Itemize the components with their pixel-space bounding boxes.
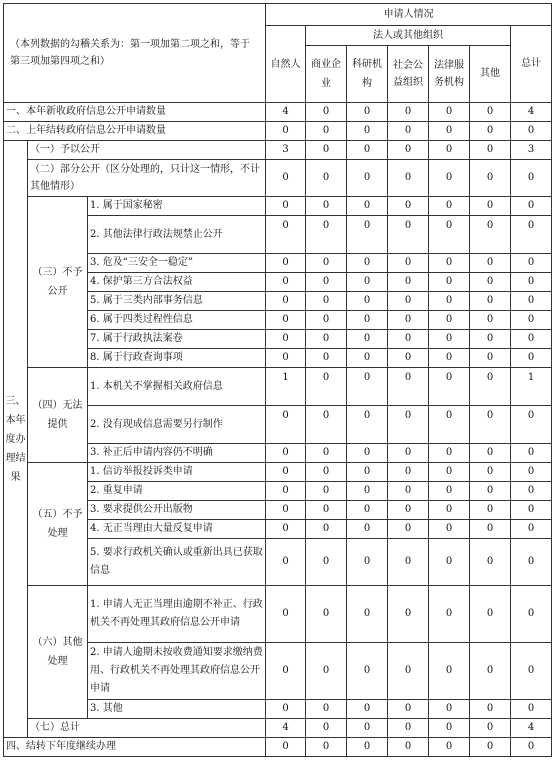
- cell-value: 0: [511, 122, 552, 141]
- row-section-total: [4, 719, 552, 738]
- cell-value: 0: [388, 122, 429, 141]
- cell-value: 0: [429, 719, 470, 738]
- cell-value: 0: [306, 520, 347, 539]
- cell-value: 0: [470, 643, 511, 700]
- cell-value: 0: [347, 349, 388, 368]
- row-label: 2. 申请人逾期未按收费通知要求缴纳费用、行政机关不再处理其政府信息公开申请: [88, 643, 266, 700]
- row-partially-disclosed: [4, 160, 552, 197]
- cell-value: 0: [429, 292, 470, 311]
- cell-value: 0: [429, 586, 470, 643]
- row-label: 6. 属于四类过程性信息: [88, 311, 266, 330]
- cell-value: 0: [429, 700, 470, 719]
- cell-value: 1: [266, 368, 306, 406]
- cell-value: 0: [511, 311, 552, 330]
- cell-value: 0: [388, 292, 429, 311]
- header-applicant-situation: 申请人情况: [266, 4, 552, 26]
- row-label: 一、本年新收政府信息公开申请数量: [4, 103, 266, 122]
- cell-value: 0: [429, 643, 470, 700]
- cell-value: 0: [347, 197, 388, 216]
- cell-value: 0: [470, 103, 511, 122]
- cell-value: 0: [470, 700, 511, 719]
- cell-value: 0: [429, 141, 470, 160]
- cell-value: 0: [470, 160, 511, 197]
- cell-value: 0: [429, 482, 470, 501]
- cell-value: 0: [266, 349, 306, 368]
- cell-value: 0: [306, 254, 347, 273]
- cell-value: 0: [266, 273, 306, 292]
- cell-value: 0: [306, 349, 347, 368]
- cell-value: 0: [470, 463, 511, 482]
- cell-value: 0: [470, 586, 511, 643]
- row-label: 5. 要求行政机关确认或重新出具已获取信息: [88, 539, 266, 586]
- cell-value: 0: [388, 141, 429, 160]
- cell-value: 0: [511, 254, 552, 273]
- cell-value: 0: [429, 122, 470, 141]
- cell-value: 0: [266, 520, 306, 539]
- cell-value: 0: [429, 273, 470, 292]
- row-label: 1. 本机关不掌握相关政府信息: [88, 368, 266, 406]
- cell-value: 0: [511, 700, 552, 719]
- cell-value: 0: [306, 406, 347, 444]
- row-label: 1. 信访举报投诉类申请: [88, 463, 266, 482]
- cell-value: 0: [306, 273, 347, 292]
- cell-value: 0: [511, 216, 552, 254]
- cell-value: 0: [511, 349, 552, 368]
- cell-value: 0: [511, 330, 552, 349]
- header-legal-org: 法人或其他组织: [306, 26, 511, 46]
- section-3-label: 三、本年度办理结果: [4, 141, 28, 738]
- cell-value: 4: [266, 103, 306, 122]
- cell-value: 0: [388, 254, 429, 273]
- cell-value: 0: [511, 643, 552, 700]
- row-label: 1. 申请人无正当理由逾期不补正、行政机关不再处理其政府信息公开申请: [88, 586, 266, 643]
- cell-value: 0: [511, 273, 552, 292]
- cell-value: 0: [388, 719, 429, 738]
- cell-value: 4: [266, 719, 306, 738]
- cell-value: 0: [306, 738, 347, 757]
- row-label: 3. 补正后申请内容仍不明确: [88, 444, 266, 463]
- cell-value: 0: [266, 501, 306, 520]
- cell-value: 0: [511, 520, 552, 539]
- cell-value: 0: [470, 292, 511, 311]
- row-unable-to-provide-item: [4, 368, 552, 406]
- cell-value: 0: [470, 122, 511, 141]
- cell-value: 0: [511, 197, 552, 216]
- cell-value: 0: [347, 160, 388, 197]
- cell-value: 0: [388, 539, 429, 586]
- row-label: 2. 其他法律行政法规禁止公开: [88, 216, 266, 254]
- cell-value: 0: [306, 719, 347, 738]
- cell-value: 0: [347, 216, 388, 254]
- cell-value: 0: [429, 330, 470, 349]
- cell-value: 0: [266, 700, 306, 719]
- cell-value: 0: [347, 330, 388, 349]
- cell-value: 0: [306, 197, 347, 216]
- row-label: 4. 无正当理由大量反复申请: [88, 520, 266, 539]
- cell-value: 0: [429, 444, 470, 463]
- cell-value: 0: [388, 330, 429, 349]
- cell-value: 0: [429, 197, 470, 216]
- cell-value: 0: [388, 700, 429, 719]
- cell-value: 0: [347, 444, 388, 463]
- cell-value: 0: [266, 482, 306, 501]
- cell-value: 0: [470, 273, 511, 292]
- cell-value: 0: [266, 292, 306, 311]
- cell-value: 0: [266, 539, 306, 586]
- cell-value: 0: [470, 501, 511, 520]
- header-total: 总计: [511, 26, 552, 103]
- cell-value: 0: [388, 273, 429, 292]
- cell-value: 0: [266, 586, 306, 643]
- cell-value: 0: [266, 160, 306, 197]
- cell-value: 0: [511, 586, 552, 643]
- header-natural-person: 自然人: [266, 26, 306, 103]
- cell-value: 3: [266, 141, 306, 160]
- cell-value: 0: [347, 463, 388, 482]
- cell-value: 0: [511, 482, 552, 501]
- row-other-processing-item: [4, 586, 552, 643]
- cell-value: 0: [306, 160, 347, 197]
- cell-value: 0: [470, 719, 511, 738]
- cell-value: 0: [347, 292, 388, 311]
- cell-value: 0: [388, 197, 429, 216]
- cell-value: 0: [347, 719, 388, 738]
- header-row-1: [4, 4, 552, 26]
- cell-value: 0: [266, 311, 306, 330]
- cell-value: 0: [347, 273, 388, 292]
- cell-value: 0: [388, 160, 429, 197]
- cell-value: 0: [429, 463, 470, 482]
- cell-value: 0: [511, 738, 552, 757]
- cell-value: 0: [470, 539, 511, 586]
- row-label: （七）总计: [28, 719, 266, 738]
- cell-value: 0: [306, 368, 347, 406]
- cell-value: 0: [429, 254, 470, 273]
- row-label: 2. 没有现成信息需要另行制作: [88, 406, 266, 444]
- cell-value: 0: [306, 141, 347, 160]
- cell-value: 0: [470, 406, 511, 444]
- cell-value: 0: [347, 141, 388, 160]
- cell-value: 4: [511, 719, 552, 738]
- cell-value: 0: [511, 463, 552, 482]
- row-label: 4. 保护第三方合法权益: [88, 273, 266, 292]
- header-social: 社会公益组织: [388, 46, 429, 103]
- cell-value: 0: [429, 311, 470, 330]
- row-label: 四、结转下年度继续办理: [4, 738, 266, 757]
- cell-value: 0: [306, 122, 347, 141]
- cell-value: 0: [388, 482, 429, 501]
- cell-value: 1: [511, 368, 552, 406]
- header-commercial: 商业企业: [306, 46, 347, 103]
- cell-value: 0: [347, 482, 388, 501]
- cell-value: 0: [511, 160, 552, 197]
- cell-value: 0: [347, 103, 388, 122]
- cell-value: 0: [306, 700, 347, 719]
- cell-value: 0: [388, 406, 429, 444]
- cell-value: 0: [347, 738, 388, 757]
- cell-value: 0: [266, 254, 306, 273]
- cell-value: 0: [470, 141, 511, 160]
- row-not-disclosed-item: [4, 197, 552, 216]
- cell-value: 0: [470, 311, 511, 330]
- row-label: 7. 属于行政执法案卷: [88, 330, 266, 349]
- row-carried-to-next-year: [4, 738, 552, 757]
- row-not-processed-item: [4, 463, 552, 482]
- cell-value: 0: [306, 501, 347, 520]
- cell-value: 0: [266, 197, 306, 216]
- row-label: 1. 属于国家秘密: [88, 197, 266, 216]
- cell-value: 0: [347, 586, 388, 643]
- cell-value: 0: [429, 160, 470, 197]
- cell-value: 0: [266, 216, 306, 254]
- cell-value: 0: [388, 311, 429, 330]
- cell-value: 0: [388, 463, 429, 482]
- cell-value: 0: [470, 482, 511, 501]
- row-label: （一）予以公开: [28, 141, 266, 160]
- cell-value: 0: [306, 539, 347, 586]
- row-label: 5. 属于三类内部事务信息: [88, 292, 266, 311]
- cell-value: 0: [388, 103, 429, 122]
- cell-value: 0: [347, 254, 388, 273]
- cell-value: 0: [388, 738, 429, 757]
- cell-value: 0: [429, 103, 470, 122]
- header-legal-service: 法律服务机构: [429, 46, 470, 103]
- cell-value: 0: [470, 349, 511, 368]
- row-label: 2. 重复申请: [88, 482, 266, 501]
- cell-value: 0: [306, 444, 347, 463]
- cell-value: 0: [429, 539, 470, 586]
- cell-value: 0: [266, 444, 306, 463]
- row-new-applications: [4, 103, 552, 122]
- cell-value: 0: [306, 463, 347, 482]
- cell-value: 0: [347, 501, 388, 520]
- header-other: 其他: [470, 46, 511, 103]
- cell-value: 0: [347, 700, 388, 719]
- cell-value: 0: [388, 349, 429, 368]
- cell-value: 0: [347, 311, 388, 330]
- row-disclosed: [4, 141, 552, 160]
- cell-value: 0: [511, 406, 552, 444]
- cell-value: 0: [266, 330, 306, 349]
- cell-value: 0: [347, 368, 388, 406]
- gov-info-disclosure-table: [3, 3, 552, 757]
- cell-value: 0: [347, 539, 388, 586]
- row-label: 3. 要求提供公开出版物: [88, 501, 266, 520]
- cell-value: 0: [429, 216, 470, 254]
- row-label: （二）部分公开（区分处理的，只计这一情形，不计其他情形）: [28, 160, 266, 197]
- cell-value: 0: [388, 520, 429, 539]
- cell-value: 0: [388, 216, 429, 254]
- cell-value: 0: [388, 444, 429, 463]
- cell-value: 0: [347, 406, 388, 444]
- group-not-disclosed-label: （三）不予公开: [28, 197, 88, 368]
- cell-value: 0: [306, 311, 347, 330]
- cell-value: 0: [388, 501, 429, 520]
- cell-value: 0: [306, 482, 347, 501]
- cell-value: 0: [511, 292, 552, 311]
- cell-value: 0: [347, 520, 388, 539]
- cell-value: 0: [470, 444, 511, 463]
- header-note: （本列数据的勾稽关系为：第一项加第二项之和，等于第三项加第四项之和）: [4, 4, 266, 103]
- header-research: 科研机构: [347, 46, 388, 103]
- cell-value: 0: [429, 520, 470, 539]
- cell-value: 0: [429, 349, 470, 368]
- row-label: 二、上年结转政府信息公开申请数量: [4, 122, 266, 141]
- cell-value: 0: [429, 406, 470, 444]
- cell-value: 0: [266, 122, 306, 141]
- cell-value: 0: [429, 368, 470, 406]
- cell-value: 0: [388, 586, 429, 643]
- row-carried-over-applications: [4, 122, 552, 141]
- cell-value: 0: [306, 643, 347, 700]
- cell-value: 0: [511, 501, 552, 520]
- cell-value: 0: [470, 520, 511, 539]
- cell-value: 0: [388, 643, 429, 700]
- cell-value: 0: [306, 216, 347, 254]
- cell-value: 4: [511, 103, 552, 122]
- report-table-container: [3, 3, 552, 757]
- cell-value: 0: [266, 463, 306, 482]
- cell-value: 0: [266, 643, 306, 700]
- row-label: 3. 危及“三安全一稳定”: [88, 254, 266, 273]
- cell-value: 0: [266, 406, 306, 444]
- cell-value: 0: [429, 501, 470, 520]
- cell-value: 0: [306, 103, 347, 122]
- cell-value: 0: [511, 539, 552, 586]
- row-label: 8. 属于行政查询事项: [88, 349, 266, 368]
- cell-value: 0: [470, 368, 511, 406]
- group-not-processed-label: （五）不予处理: [28, 463, 88, 586]
- group-other-processing-label: （六）其他处理: [28, 586, 88, 719]
- cell-value: 0: [429, 738, 470, 757]
- cell-value: 0: [347, 122, 388, 141]
- cell-value: 0: [266, 738, 306, 757]
- cell-value: 0: [306, 292, 347, 311]
- cell-value: 0: [470, 216, 511, 254]
- cell-value: 0: [470, 197, 511, 216]
- cell-value: 0: [470, 254, 511, 273]
- group-unable-to-provide-label: （四）无法提供: [28, 368, 88, 463]
- row-label: 3. 其他: [88, 700, 266, 719]
- cell-value: 0: [388, 368, 429, 406]
- cell-value: 0: [306, 586, 347, 643]
- cell-value: 0: [470, 330, 511, 349]
- cell-value: 0: [511, 444, 552, 463]
- cell-value: 0: [306, 330, 347, 349]
- cell-value: 0: [347, 643, 388, 700]
- cell-value: 3: [511, 141, 552, 160]
- cell-value: 0: [470, 738, 511, 757]
